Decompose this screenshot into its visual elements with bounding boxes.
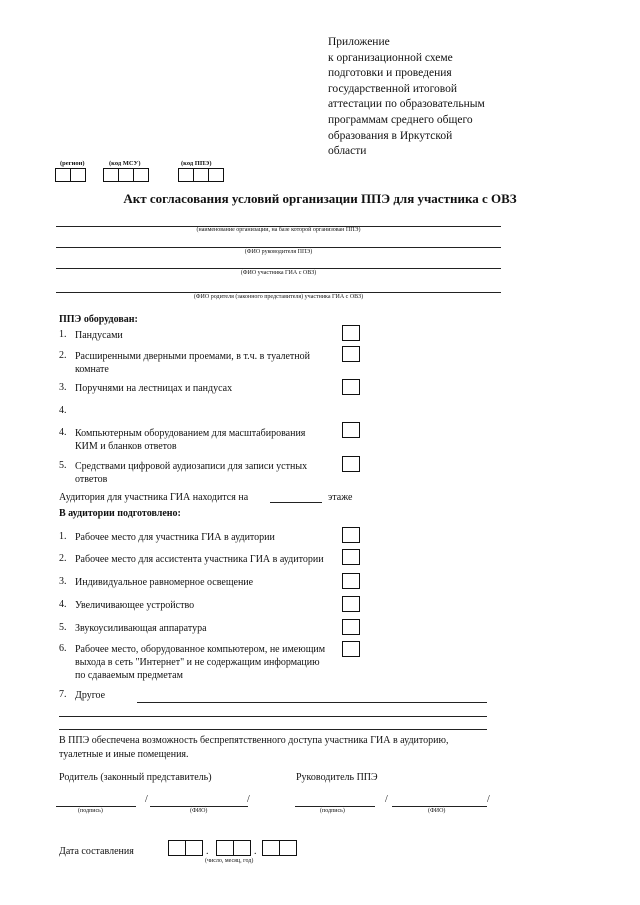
item-line: Другое (75, 690, 106, 701)
item-text (75, 382, 232, 395)
item-number: 4. (59, 427, 67, 438)
participant-workplace-checkbox[interactable] (342, 527, 360, 543)
other-input-line[interactable] (137, 702, 487, 703)
item-line: КИМ и бланков ответов (75, 441, 177, 452)
region-code-label: (регион) (60, 160, 85, 167)
access-line: В ППЭ обеспечена возможность беспрепятственного доступа участника ГИА в аудиторию, (59, 735, 449, 746)
head-signature-label: Руководитель ППЭ (296, 772, 378, 783)
organization-caption: (наименование организации, на базе которой организован ППЭ) (196, 227, 361, 233)
parent-sign-line[interactable] (56, 806, 136, 807)
item-text (75, 427, 305, 453)
item-number: 2. (59, 553, 67, 564)
magnifier-checkbox[interactable] (342, 596, 360, 612)
audio-recording-checkbox[interactable] (342, 456, 360, 472)
ppe-code-boxes[interactable] (178, 168, 222, 182)
appendix-line: подготовки и проведения (328, 67, 452, 80)
code-box[interactable] (133, 168, 149, 182)
item-number: 4. (59, 405, 67, 416)
code-box[interactable] (118, 168, 134, 182)
floor-text-after: этаже (328, 492, 353, 503)
lighting-checkbox[interactable] (342, 573, 360, 589)
date-dot: . (254, 846, 257, 857)
ppe-code-label: (код ППЭ) (181, 160, 212, 167)
slash: / (247, 794, 250, 805)
item-text (75, 329, 123, 342)
item-line: Рабочее место, оборудованное компьютером, не имеющим (75, 644, 326, 655)
item-line: Поручнями на лестницах и пандусах (75, 383, 233, 394)
item-line: Звукоусиливающая аппаратура (75, 623, 207, 634)
item-number: 1. (59, 329, 67, 340)
item-text (75, 350, 310, 376)
region-code-boxes[interactable] (55, 168, 85, 182)
item-text (75, 576, 253, 589)
item-text (75, 643, 325, 682)
access-statement (59, 734, 448, 762)
slash: / (487, 794, 490, 805)
date-box[interactable] (216, 840, 234, 856)
item-text (75, 622, 207, 635)
item-line: Расширенными дверными проемами, в т.ч. в туалетной (75, 351, 310, 362)
parent-name-sign-line[interactable] (150, 806, 248, 807)
offline-computer-checkbox[interactable] (342, 641, 360, 657)
assistant-workplace-checkbox[interactable] (342, 549, 360, 565)
head-sign-caption: (подпись) (320, 808, 345, 814)
floor-text-before: Аудитория для участника ГИА находится на (59, 492, 249, 503)
item-number: 5. (59, 460, 67, 471)
parent-name-caption: (ФИО родителя (законного представителя) участника ГИА с ОВЗ) (193, 294, 364, 300)
item-text (75, 599, 194, 612)
slash: / (385, 794, 388, 805)
code-box[interactable] (70, 168, 86, 182)
item-number: 5. (59, 622, 67, 633)
document-title: Акт согласования условий организации ППЭ для участника с ОВЗ (123, 191, 517, 206)
sound-amplifier-checkbox[interactable] (342, 619, 360, 635)
parent-sign-caption: (подпись) (78, 808, 103, 814)
item-line: Индивидуальное равномерное освещение (75, 577, 254, 588)
date-caption: (число, месяц, год) (205, 858, 254, 864)
item-line: Средствами цифровой аудиозаписи для записи устных (75, 461, 308, 472)
access-line: туалетные и иные помещения. (59, 749, 189, 760)
date-day-boxes[interactable] (168, 840, 202, 856)
appendix-line: программам среднего общего (328, 113, 473, 126)
date-box[interactable] (168, 840, 186, 856)
section-prepared-heading: В аудитории подготовлено: (59, 508, 181, 519)
item-line: по сдаваемым предметам (75, 670, 183, 681)
floor-input-line[interactable] (270, 502, 322, 503)
item-number: 3. (59, 576, 67, 587)
wide-doors-checkbox[interactable] (342, 346, 360, 362)
code-box[interactable] (208, 168, 224, 182)
item-number: 4. (59, 599, 67, 610)
head-name-line[interactable] (56, 247, 501, 248)
item-number: 6. (59, 643, 67, 654)
msu-code-label: (код МСУ) (109, 160, 141, 167)
parent-name-line[interactable] (56, 292, 501, 293)
head-fio-caption: (ФИО) (428, 808, 446, 814)
msu-code-boxes[interactable] (103, 168, 147, 182)
participant-name-line[interactable] (56, 268, 501, 269)
other-input-line-2[interactable] (59, 716, 487, 717)
appendix-line: Приложение (328, 36, 390, 48)
slash: / (145, 794, 148, 805)
section-equipped-heading: ППЭ оборудован: (59, 314, 138, 325)
item-number: 1. (59, 531, 67, 542)
head-sign-line[interactable] (295, 806, 375, 807)
appendix-line: государственной итоговой (328, 82, 458, 95)
item-line: Компьютерным оборудованием для масштабирования (75, 428, 306, 439)
item-number: 7. (59, 689, 67, 700)
item-line: Увеличивающее устройство (75, 600, 195, 611)
appendix-line: к организационной схеме (328, 51, 453, 64)
appendix-line: аттестации по образовательным (328, 98, 485, 111)
head-name-caption: (ФИО руководителя ППЭ) (244, 249, 313, 255)
code-box[interactable] (55, 168, 71, 182)
item-text (75, 460, 307, 486)
ramps-checkbox[interactable] (342, 325, 360, 341)
item-number: 3. (59, 382, 67, 393)
item-number: 2. (59, 350, 67, 361)
item-line: Рабочее место для участника ГИА в аудитории (75, 532, 275, 543)
parent-fio-caption: (ФИО) (190, 808, 208, 814)
item-text (75, 689, 105, 702)
item-text (75, 553, 324, 566)
participant-name-caption: (ФИО участника ГИА с ОВЗ) (240, 270, 317, 276)
date-box[interactable] (185, 840, 203, 856)
appendix-line: области (328, 145, 367, 158)
date-box[interactable] (279, 840, 297, 856)
parent-signature-label: Родитель (законный представитель) (59, 772, 212, 783)
appendix-line: образования в Иркутской (328, 129, 453, 142)
date-box[interactable] (233, 840, 251, 856)
scaling-equipment-checkbox[interactable] (342, 422, 360, 438)
code-box[interactable] (193, 168, 209, 182)
head-name-sign-line[interactable] (392, 806, 487, 807)
handrails-checkbox[interactable] (342, 379, 360, 395)
item-line: выхода в сеть "Интернет" и не содержащим информацию (75, 657, 320, 668)
separator-line (59, 729, 487, 730)
date-year-boxes[interactable] (262, 840, 296, 856)
item-text (75, 531, 275, 544)
date-month-boxes[interactable] (216, 840, 250, 856)
code-box[interactable] (103, 168, 119, 182)
item-line: Пандусами (75, 330, 123, 341)
item-line: ответов (75, 474, 108, 485)
item-line: Рабочее место для ассистента участника ГИА в аудитории (75, 554, 324, 565)
item-line: комнате (75, 364, 109, 375)
date-box[interactable] (262, 840, 280, 856)
code-box[interactable] (178, 168, 194, 182)
date-label: Дата составления (59, 846, 134, 857)
appendix-note (328, 35, 528, 160)
date-dot: . (206, 846, 209, 857)
